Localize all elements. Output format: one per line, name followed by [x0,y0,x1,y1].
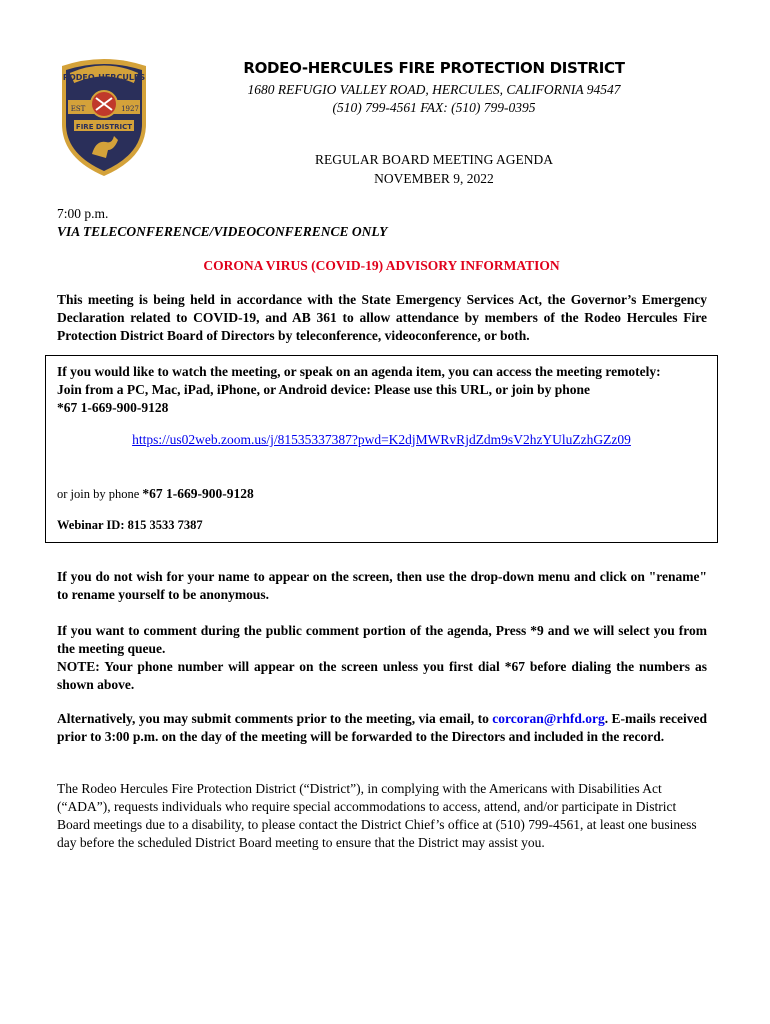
meeting-time: 7:00 p.m. [57,206,109,221]
comment-note-line-1: If you want to comment during the public comment portion of the agenda, Press *9 and we will select you from the meeting queue. [57,623,707,656]
logo-bottom-text: FIRE DISTRICT [75,123,133,131]
meeting-mode: VIA TELECONFERENCE/VIDEOCONFERENCE ONLY [57,224,388,239]
remote-instructions-line-3: *67 1-669-900-9128 [57,400,169,415]
email-link[interactable]: corcoran@rhfd.org [492,711,605,726]
phone-join-number: *67 1-669-900-9128 [142,486,254,501]
remote-instructions [57,363,712,417]
email-note-suffix: . E-mails received prior to 3:00 p.m. on the day of the meeting will be forwarded to the Directors and included in the record. [57,711,707,744]
phone-join-prefix: or join by phone [57,487,143,501]
logo-top-text: RODEO-HERCULES [62,73,146,82]
advisory-heading: CORONA VIRUS (COVID-19) ADVISORY INFORMATION [203,258,560,273]
logo-year-text: 1927 [121,105,139,113]
zoom-meeting-link[interactable]: https://us02web.zoom.us/j/81535337387?pwd=K2djMWRvRjdZdm9sV2hzYUluZzhGZz09 [132,432,631,447]
district-logo-badge [58,58,150,178]
email-note [57,710,707,746]
address-line: 1680 REFUGIO VALLEY ROAD, HERCULES, CALIFORNIA 94547 [247,82,621,97]
webinar-id: Webinar ID: 815 3533 7387 [57,518,203,532]
advisory-intro: This meeting is being held in accordance with the State Emergency Services Act, the Governor’s Emergency Declaration related to COVID-19, and AB 361 to allow attendance by members of the Rodeo Hercules Fire Protection District Board of Directors by teleconference, videoconference, or both. [57,292,707,343]
ada-notice: The Rodeo Hercules Fire Protection District (“District”), in complying with the Americans with Disabilities Act (“ADA”), requests individuals who require special accommodations to access, attend, and/or participate in District Board meetings due to a disability, to please contact the District Chief’s office at (510) 799-4561, at least one business day before the scheduled District Board meeting to ensure that the District may assist you. [57,781,697,850]
remote-instructions-line-2: Join from a PC, Mac, iPad, iPhone, or Android device: Please use this URL, or join by phone [57,382,591,397]
logo-est-text: EST [70,105,86,113]
meeting-date: NOVEMBER 9, 2022 [374,171,494,186]
rename-note: If you do not wish for your name to appear on the screen, then use the drop-down menu and click on "rename" to rename yourself to be anonymous. [57,569,707,602]
org-name: RODEO-HERCULES FIRE PROTECTION DISTRICT [243,59,625,77]
agenda-title: REGULAR BOARD MEETING AGENDA [314,152,554,167]
comment-note-line-2: NOTE: Your phone number will appear on the screen unless you first dial *67 before dialing the numbers as shown above. [57,659,707,692]
email-note-prefix: Alternatively, you may submit comments prior to the meeting, via email, to [57,711,493,726]
phone-fax-line: (510) 799-4561 FAX: (510) 799-0395 [332,100,536,115]
comment-note [57,622,707,694]
phone-join-line [57,486,254,502]
remote-instructions-line-1: If you would like to watch the meeting, or speak on an agenda item, you can access the meeting remotely: [57,364,661,379]
